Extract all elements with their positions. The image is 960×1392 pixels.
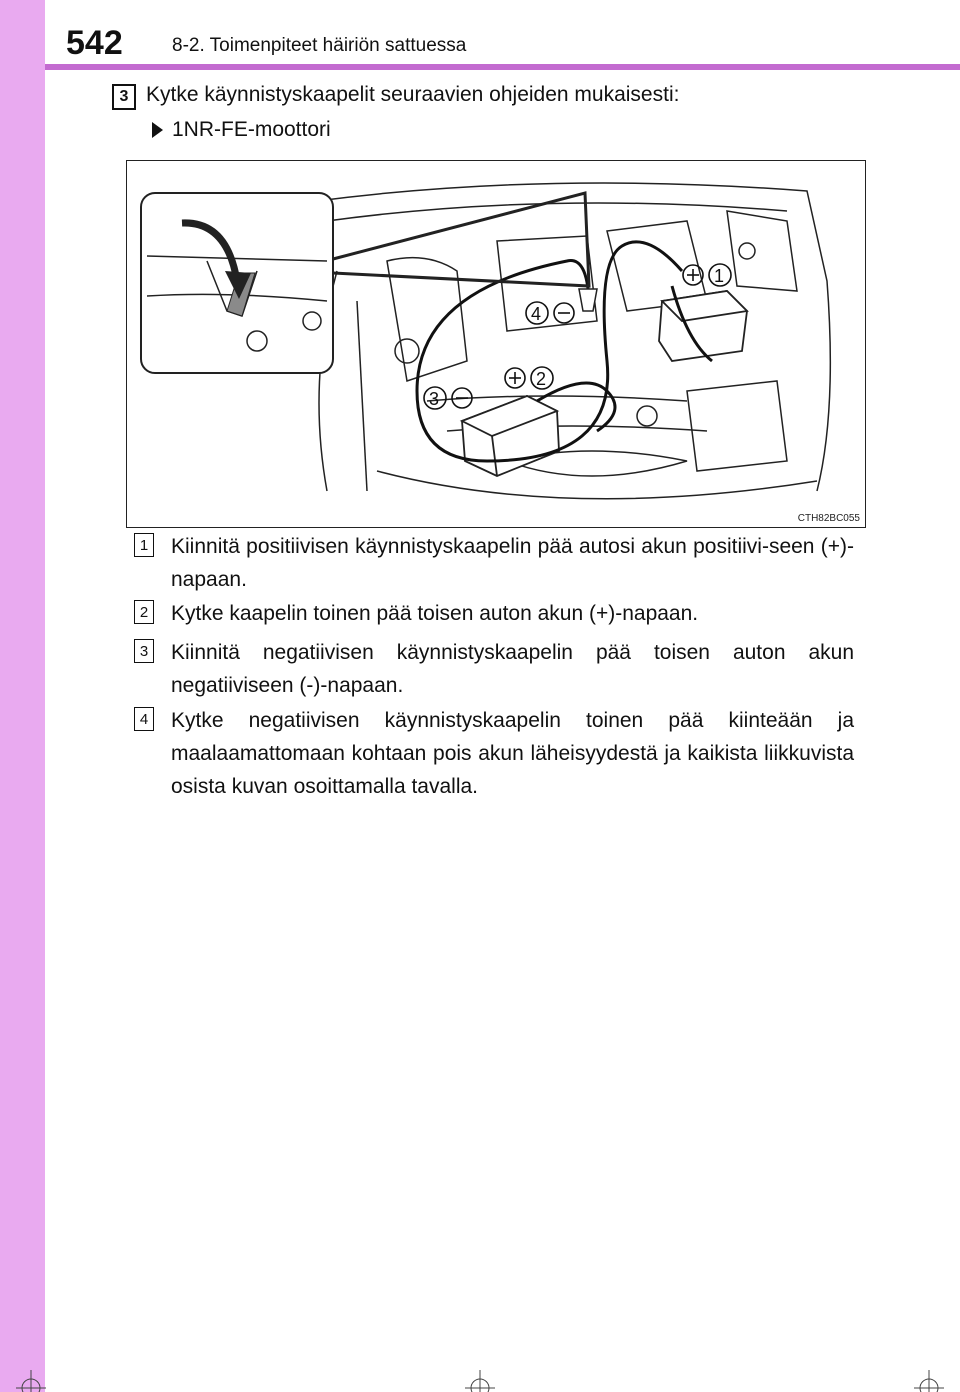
callout-2: 2 [536, 369, 547, 389]
jump-start-diagram [127, 161, 865, 527]
step-instruction: Kytke käynnistyskaapelit seuraavien ohjeiden mukaisesti: [146, 83, 680, 106]
callout-1: 1 [714, 266, 725, 286]
registration-mark-icon [912, 1362, 946, 1392]
triangle-bullet-icon [152, 122, 163, 138]
item-number-badge: 1 [134, 533, 154, 557]
item-number-badge: 4 [134, 707, 154, 731]
item-number-badge: 3 [134, 639, 154, 663]
step-number-badge: 3 [112, 84, 136, 110]
callout-3: 3 [429, 389, 440, 409]
header-rule [45, 64, 960, 70]
callout-4: 4 [531, 304, 542, 324]
page-number: 542 [66, 24, 123, 62]
item-text: Kiinnitä negatiivisen käynnistyskaapelin pää toisen auton akun negatiiviseen (-)-napaan. [171, 641, 854, 697]
item-text: Kiinnitä positiivisen käynnistyskaapelin pää autosi akun positiivi-seen (+)-napaan. [171, 535, 854, 591]
item-text: Kytke negatiivisen käynnistyskaapelin toinen pää kiinteään ja maalaamattomaan kohtaan pois akun läheisyydestä ja kaikista liikkuvista osista kuvan osoittamalla tavalla. [171, 709, 854, 798]
engine-bay-illustration [126, 160, 866, 528]
registration-mark-icon [14, 1362, 48, 1392]
engine-variant-text: 1NR-FE-moottori [172, 118, 331, 141]
engine-variant-label [152, 118, 331, 142]
figure-code: CTH82BC055 [797, 513, 860, 524]
item-number-badge: 2 [134, 600, 154, 624]
item-text: Kytke kaapelin toinen pää toisen auton akun (+)-napaan. [171, 602, 699, 625]
registration-mark-icon [463, 1362, 497, 1392]
section-title: 8-2. Toimenpiteet häiriön sattuessa [172, 35, 467, 56]
side-band [0, 0, 45, 1392]
